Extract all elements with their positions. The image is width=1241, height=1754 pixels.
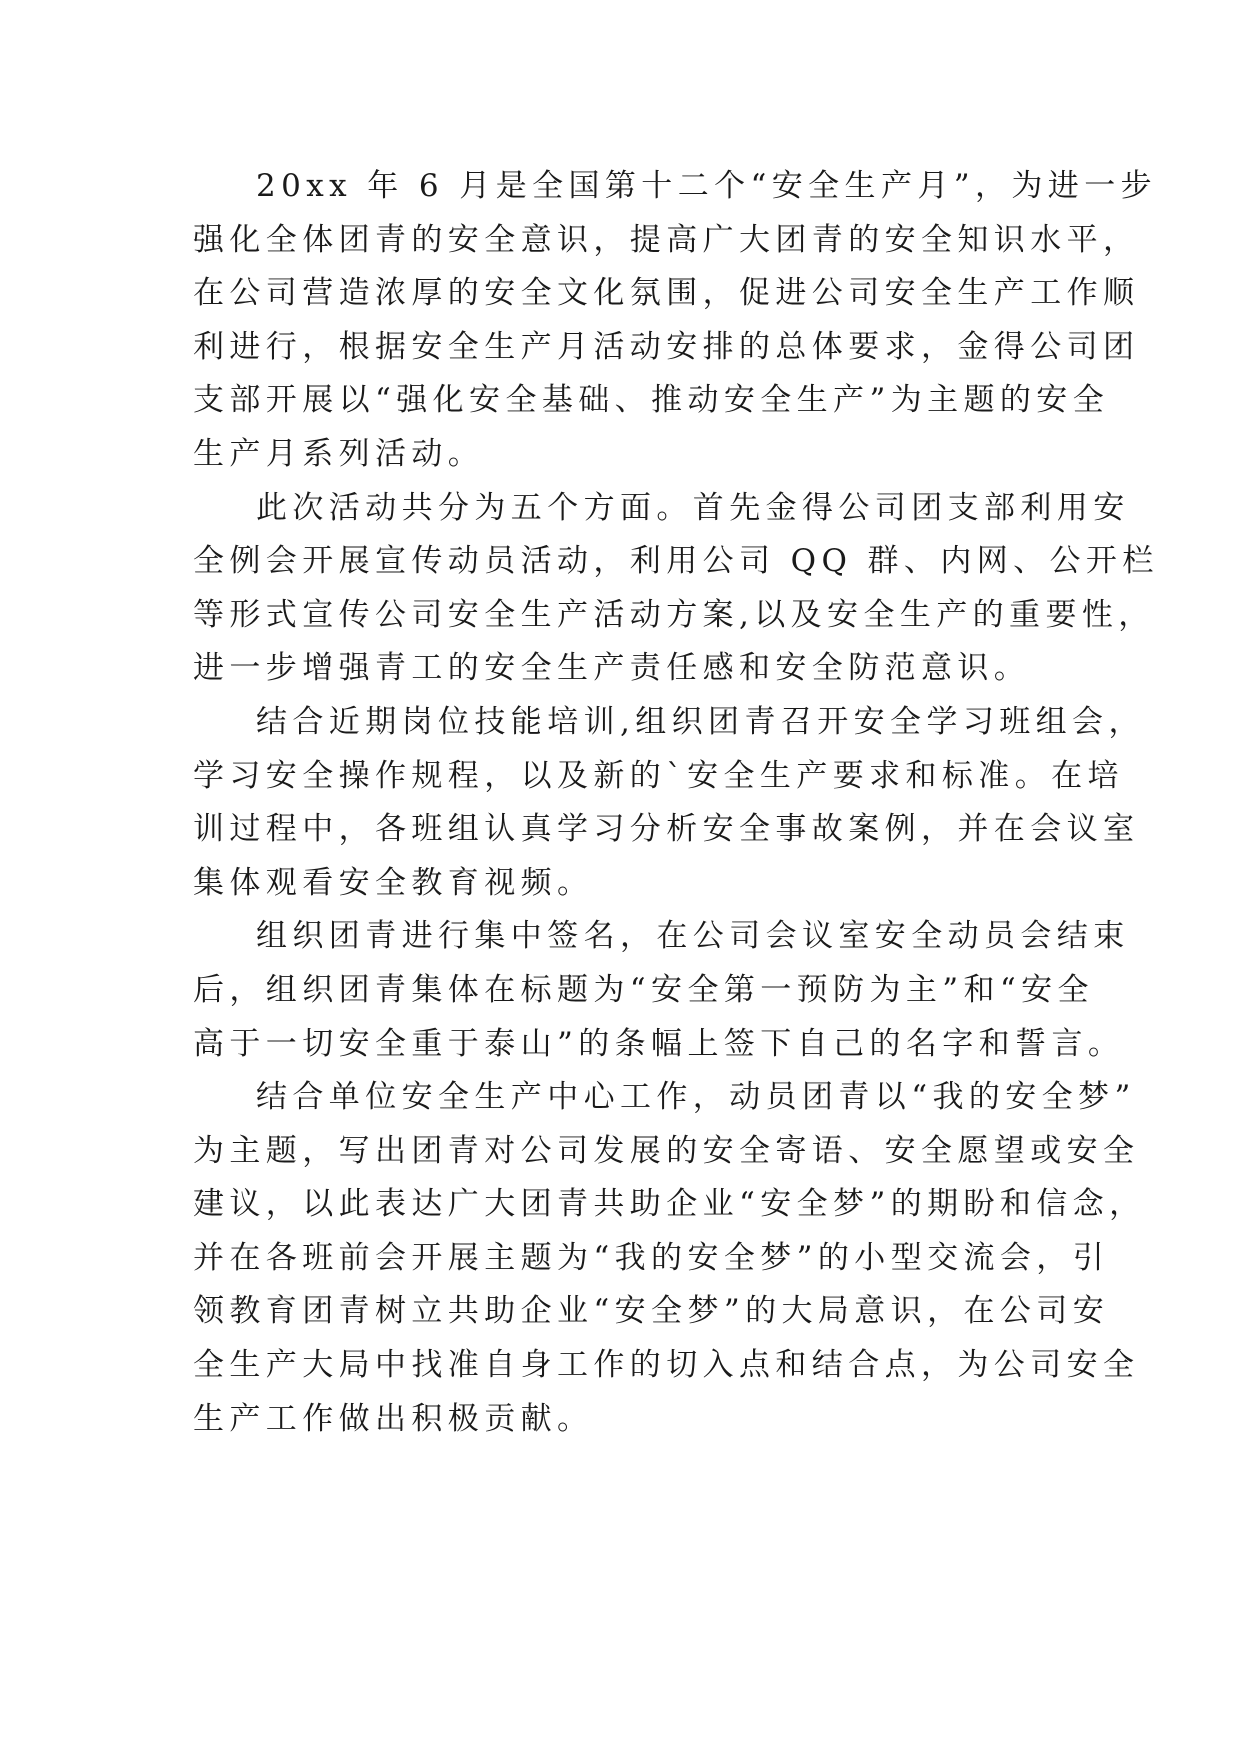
text-line: 支部开展以“强化安全基础、推动安全生产”为主题的安全	[193, 382, 1110, 419]
text-line: 高于一切安全重于泰山”的条幅上签下自己的名字和誓言。	[193, 1025, 1125, 1062]
paragraph-4	[193, 910, 1130, 1071]
text-line: 等形式宣传公司安全生产活动方案,以及安全生产的重要性，	[193, 596, 1155, 633]
paragraph-1	[193, 160, 1157, 482]
paragraph-2	[193, 482, 1159, 696]
text-line: 20xx 年 6 月是全国第十二个“安全生产月”，为进一步	[256, 168, 1157, 204]
document-body	[193, 160, 1159, 1446]
text-line: 结合近期岗位技能培训,组织团青召开安全学习班组会，	[256, 703, 1145, 740]
text-line: 并在各班前会开展主题为“我的安全梦”的小型交流会，引	[193, 1239, 1110, 1276]
text-line: 为主题，写出团青对公司发展的安全寄语、安全愿望或安全	[193, 1132, 1140, 1169]
text-line: 建议，以此表达广大团青共助企业“安全梦”的期盼和信念，	[193, 1186, 1146, 1223]
text-line: 后，组织团青集体在标题为“安全第一预防为主”和“安全	[193, 971, 1094, 1008]
text-line: 结合单位安全生产中心工作，动员团青以“我的安全梦”	[256, 1079, 1136, 1116]
text-line: 学习安全操作规程，以及新的`安全生产要求和标准。在培	[193, 757, 1124, 794]
paragraph-3	[193, 696, 1145, 910]
text-line: 全例会开展宣传动员活动，利用公司 QQ 群、内网、公开栏	[193, 543, 1159, 580]
text-line: 在公司营造浓厚的安全文化氛围，促进公司安全生产工作顺	[193, 275, 1140, 312]
text-line: 全生产大局中找准自身工作的切入点和结合点，为公司安全	[193, 1347, 1140, 1384]
text-line: 生产月系列活动。	[193, 435, 485, 472]
text-line: 组织团青进行集中签名，在公司会议室安全动员会结束	[256, 918, 1130, 955]
text-line: 利进行，根据安全生产月活动安排的总体要求，金得公司团	[193, 328, 1140, 365]
text-line: 此次活动共分为五个方面。首先金得公司团支部利用安	[256, 489, 1130, 526]
text-line: 强化全体团青的安全意识，提高广大团青的安全知识水平，	[193, 221, 1140, 258]
paragraph-5	[193, 1071, 1146, 1446]
text-line: 领教育团青树立共助企业“安全梦”的大局意识，在公司安	[193, 1293, 1110, 1330]
text-line: 生产工作做出积极贡献。	[193, 1400, 594, 1437]
text-line: 进一步增强青工的安全生产责任感和安全防范意识。	[193, 650, 1031, 687]
text-line: 训过程中，各班组认真学习分析安全事故案例，并在会议室	[193, 811, 1140, 848]
text-line: 集体观看安全教育视频。	[193, 864, 594, 901]
